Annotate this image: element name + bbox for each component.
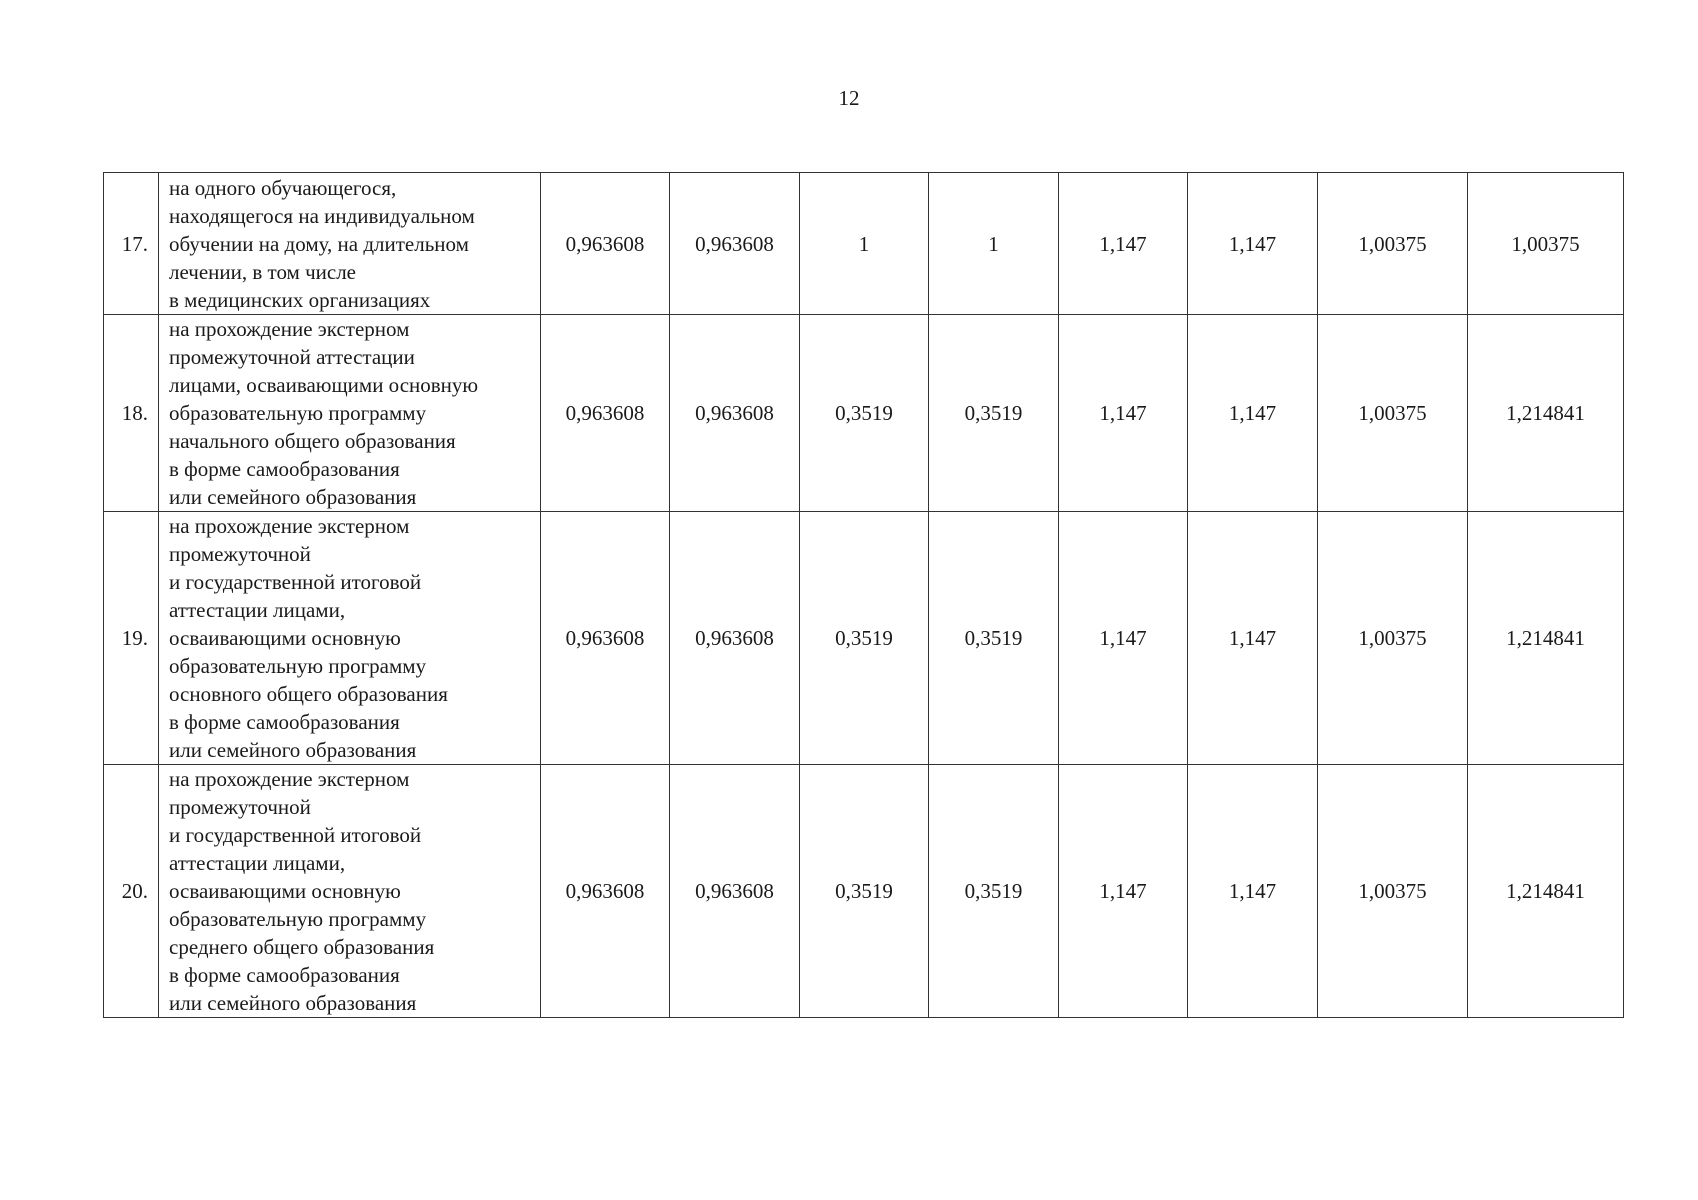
row-description [159, 512, 541, 765]
description-line: аттестации лицами, [169, 851, 346, 875]
description-line: или семейного образования [169, 485, 417, 509]
value-cell: 1,00375 [1318, 315, 1468, 512]
description-line: находящегося на индивидуальном [169, 203, 475, 228]
value-cell: 1,147 [1188, 512, 1318, 765]
table-row [104, 765, 1624, 1018]
table-row [104, 173, 1624, 315]
row-number: 20. [104, 765, 159, 1018]
description-line: начального общего образования [169, 429, 456, 453]
description-line: осваивающими основную [169, 879, 401, 903]
description-line: образовательную программу [169, 401, 427, 425]
value-cell: 0,963608 [670, 173, 800, 315]
description-line: лицами, осваивающими основную [169, 373, 479, 397]
value-cell: 0,3519 [929, 512, 1059, 765]
value-cell: 1,214841 [1468, 512, 1624, 765]
row-number: 18. [104, 315, 159, 512]
description-line: на прохождение экстерном [169, 317, 410, 341]
table-row [104, 512, 1624, 765]
value-cell: 1,147 [1188, 315, 1318, 512]
value-cell: 1,147 [1188, 765, 1318, 1018]
value-cell: 0,963608 [541, 173, 670, 315]
description-line: в форме самообразования [169, 457, 400, 481]
value-cell: 0,3519 [929, 315, 1059, 512]
value-cell: 1,214841 [1468, 765, 1624, 1018]
description-line: в медицинских организациях [169, 287, 431, 312]
value-cell: 0,3519 [800, 765, 929, 1018]
description-line: промежуточной [169, 542, 311, 566]
value-cell: 1 [929, 173, 1059, 315]
value-cell: 1,147 [1188, 173, 1318, 315]
coefficients-table [103, 172, 1624, 1018]
description-line: обучении на дому, на длительном [169, 231, 469, 256]
value-cell: 0,963608 [541, 765, 670, 1018]
description-line: основного общего образования [169, 682, 448, 706]
table-body [104, 173, 1624, 1018]
description-line: промежуточной аттестации [169, 345, 415, 369]
value-cell: 1,00375 [1318, 765, 1468, 1018]
description-line: аттестации лицами, [169, 598, 346, 622]
description-line: промежуточной [169, 795, 311, 819]
description-line: лечении, в том числе [169, 259, 357, 284]
description-line: в форме самообразования [169, 963, 400, 987]
value-cell: 0,3519 [929, 765, 1059, 1018]
row-number: 17. [104, 173, 159, 315]
description-line: образовательную программу [169, 654, 427, 678]
value-cell: 1,147 [1059, 315, 1188, 512]
page-number: 12 [838, 86, 860, 110]
value-cell: 1 [800, 173, 929, 315]
description-line: осваивающими основную [169, 626, 401, 650]
description-line: и государственной итоговой [169, 823, 422, 847]
row-number: 19. [104, 512, 159, 765]
value-cell: 1,147 [1059, 173, 1188, 315]
value-cell: 0,963608 [541, 512, 670, 765]
description-line: и государственной итоговой [169, 570, 422, 594]
value-cell: 1,00375 [1318, 173, 1468, 315]
value-cell: 0,963608 [670, 765, 800, 1018]
value-cell: 0,963608 [541, 315, 670, 512]
description-line: на одного обучающегося, [169, 175, 397, 200]
value-cell: 1,214841 [1468, 315, 1624, 512]
row-description [159, 173, 541, 315]
description-line: на прохождение экстерном [169, 767, 410, 791]
description-line: среднего общего образования [169, 935, 435, 959]
description-line: или семейного образования [169, 991, 417, 1015]
value-cell: 1,00375 [1468, 173, 1624, 315]
value-cell: 0,963608 [670, 512, 800, 765]
value-cell: 0,3519 [800, 315, 929, 512]
row-description [159, 765, 541, 1018]
value-cell: 1,00375 [1318, 512, 1468, 765]
value-cell: 1,147 [1059, 765, 1188, 1018]
table-row [104, 315, 1624, 512]
row-description [159, 315, 541, 512]
description-line: или семейного образования [169, 738, 417, 762]
description-line: образовательную программу [169, 907, 427, 931]
value-cell: 0,963608 [670, 315, 800, 512]
value-cell: 0,3519 [800, 512, 929, 765]
description-line: на прохождение экстерном [169, 514, 410, 538]
description-line: в форме самообразования [169, 710, 400, 734]
value-cell: 1,147 [1059, 512, 1188, 765]
